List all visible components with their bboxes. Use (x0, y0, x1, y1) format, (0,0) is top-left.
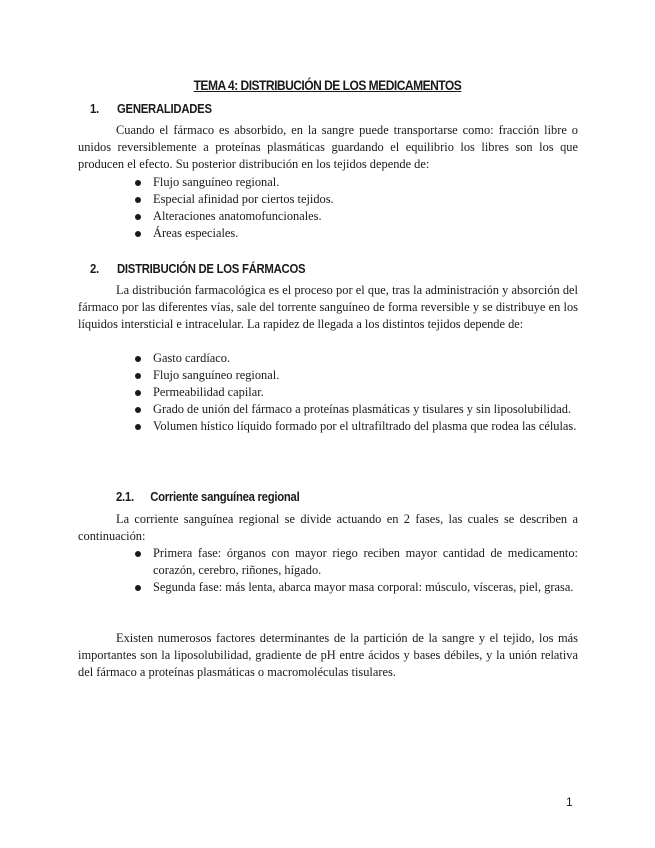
section-2-1-paragraph: La corriente sanguínea regional se divide actuando en 2 fases, las cuales se describen a continuación: (78, 512, 578, 543)
list-item: Segunda fase: más lenta, abarca mayor masa corporal: músculo, vísceras, piel, grasa. (135, 579, 578, 596)
bullet-icon (135, 231, 141, 237)
page-number: 1 (566, 795, 573, 809)
list-item: Áreas especiales. (135, 225, 578, 242)
bullet-icon (135, 214, 141, 220)
bullet-icon (135, 356, 141, 362)
list-item: Grado de unión del fármaco a proteínas plasmáticas y tisulares y sin liposolubilidad. (135, 401, 578, 418)
list-item: Alteraciones anatomofuncionales. (135, 208, 578, 225)
bullet-icon (135, 585, 141, 591)
closing-paragraph: Existen numerosos factores determinantes de la partición de la sangre y el tejido, los más importantes son la liposolubilidad, gradiente de pH entre ácidos y bases débiles, y la unión relativa del fármaco a proteínas plasmáticas o macromoléculas tisulares. (78, 631, 578, 679)
list-item: Permeabilidad capilar. (135, 384, 578, 401)
list-item: Flujo sanguíneo regional. (135, 367, 578, 384)
section-2-1-number: 2.1. (116, 490, 134, 504)
section-2-bullet-list (135, 350, 578, 435)
section-1-number: 1. (90, 102, 99, 116)
section-1-bullet-list (135, 174, 578, 242)
bullet-icon (135, 197, 141, 203)
section-1-title: GENERALIDADES (117, 102, 212, 116)
list-item: Flujo sanguíneo regional. (135, 174, 578, 191)
section-2-heading (90, 262, 305, 276)
section-1-paragraph: Cuando el fármaco es absorbido, en la sangre puede transportarse como: fracción libre o unidos reversiblemente a proteínas plasmáticas guardando el equilibrio los libres son los que producen el efecto. Su posterior distribución en los tejidos depende de: (78, 123, 578, 171)
section-2-title: DISTRIBUCIÓN DE LOS FÁRMACOS (117, 262, 306, 276)
list-item: Primera fase: órganos con mayor riego reciben mayor cantidad de medicamento: corazón, cerebro, riñones, hígado. (135, 545, 578, 579)
section-2-1-bullet-list (135, 545, 578, 596)
section-1-heading (90, 102, 212, 116)
section-2-number: 2. (90, 262, 99, 276)
section-2-1-title: Corriente sanguínea regional (150, 490, 300, 504)
bullet-icon (135, 551, 141, 557)
list-item: Gasto cardíaco. (135, 350, 578, 367)
bullet-icon (135, 180, 141, 186)
bullet-icon (135, 390, 141, 396)
list-item: Volumen hístico líquido formado por el ultrafiltrado del plasma que rodea las células. (135, 418, 578, 435)
bullet-icon (135, 424, 141, 430)
section-2-paragraph: La distribución farmacológica es el proceso por el que, tras la administración y absorción del fármaco por las diferentes vías, sale del torrente sanguíneo de forma reversible y se distribuye en los líquidos intersticial e intracelular. La rapidez de llegada a los distintos tejidos depende de: (78, 283, 578, 331)
section-2-1-heading (116, 490, 299, 504)
bullet-icon (135, 407, 141, 413)
bullet-icon (135, 373, 141, 379)
list-item: Especial afinidad por ciertos tejidos. (135, 191, 578, 208)
document-title: TEMA 4: DISTRIBUCIÓN DE LOS MEDICAMENTOS (193, 77, 462, 93)
